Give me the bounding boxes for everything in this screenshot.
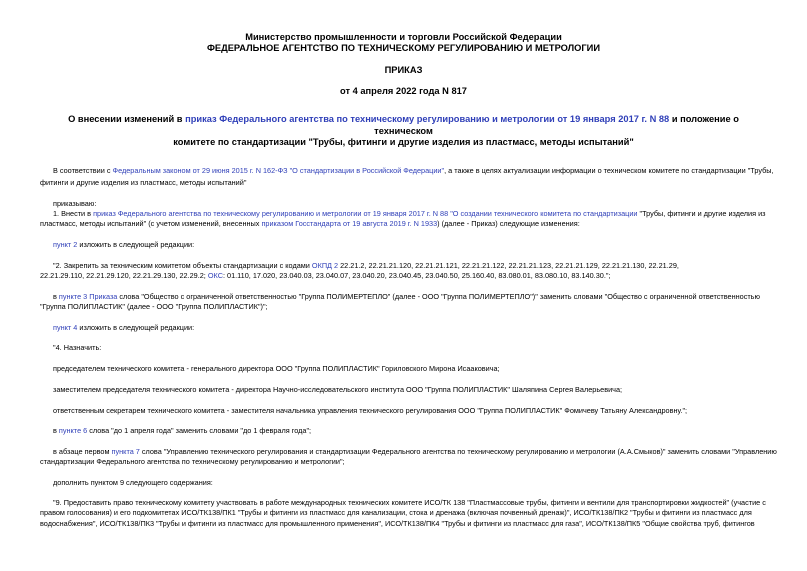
paragraph-order-word: приказываю: <box>53 199 97 208</box>
paragraph-text: ) (далее - Приказ) следующие изменения: <box>437 219 580 228</box>
paragraph-text: "2. Закрепить за техническим комитетом объекты стандартизации с кодами <box>53 261 312 270</box>
paragraph-text: 22.21.2, 22.21.21.120, 22.21.21.121, 22.21.21.122, 22.21.21.123, 22.21.21.129, 22.21.21.130, 22.21.29, <box>338 261 679 270</box>
paragraph-point-6 <box>53 426 807 436</box>
paragraph-text: В соответствии с <box>53 166 113 175</box>
title-text: комитете по стандартизации "Трубы, фитинги и другие изделия из пластмасс, методы испытаний" <box>173 137 634 147</box>
paragraph-text: изложить в следующей редакции: <box>77 240 195 249</box>
paragraph-text: слова "Общество с ограниченной ответственностью "Группа ПОЛИМЕРТЕПЛО" (далее - ООО "Группа ПОЛИМЕРТЕПЛО")" заменить словами "Общество с ограниченной ответственностью <box>117 292 760 301</box>
paragraph-point-7 <box>53 447 807 457</box>
paragraph-point-7-cont: стандартизации Федерального агентства по техническому регулированию и метрологии"; <box>40 457 345 466</box>
paragraph-point-4 <box>53 323 807 333</box>
paragraph-text: слова "Управлению технического регулирования и стандартизации Федерального агентства по техническому регулированию и метрологии (А.А.Смыков)" заменить словами "Управлению <box>139 447 777 456</box>
order-88-link[interactable]: приказ Федерального агентства по техническому регулированию и метрологии от 19 января 2017 г. N 88 "О создании технического комитета по стандартизации <box>93 209 638 218</box>
paragraph-text: изложить в следующей редакции: <box>77 323 195 332</box>
paragraph-point-3 <box>53 292 807 302</box>
paragraph-text: в <box>53 292 59 301</box>
point-4-link[interactable]: пункт 4 <box>53 323 78 332</box>
paragraph-text: в <box>53 426 59 435</box>
ministry-name: Министерство промышленности и торговли Российской Федерации <box>245 32 562 42</box>
paragraph-text: слова "до 1 апреля года" заменить словами "до 1 февраля года"; <box>87 426 312 435</box>
paragraph-add-point-9: дополнить пунктом 9 следующего содержания: <box>53 478 213 487</box>
paragraph-codes <box>53 261 807 271</box>
paragraph-point-9-cont: правом голосования) и его подкомитетах ИСО/ТК138/ПК1 "Трубы и фитинги из пластмасс для канализации, стока и дренажа (включая почвенный дренаж)", ИСО/ТК138/ПК2 "Трубы и фитинги из пластмасс для <box>40 508 752 517</box>
paragraph-appoint: "4. Назначить: <box>53 343 102 352</box>
paragraph-point-2 <box>53 240 807 250</box>
paragraph-text: : 01.110, 17.020, 23.040.03, 23.040.07, 23.040.20, 23.040.45, 23.040.50, 25.160.40, 83.080.01, 83.080.10, 83.140.30."; <box>222 271 611 280</box>
paragraph-codes-cont <box>40 271 807 281</box>
paragraph-preamble <box>53 166 807 176</box>
paragraph-item-1-cont <box>40 219 807 229</box>
point-2-link[interactable]: пункт 2 <box>53 240 78 249</box>
paragraph-preamble-cont: фитинги и другие изделия из пластмасс, методы испытаний" <box>40 178 247 187</box>
paragraph-text: 22.21.29.110, 22.21.29.120, 22.21.29.130, 22.29.2; <box>40 271 208 280</box>
paragraph-text: , а также в целях актуализации информации о техническом комитете по стандартизации "Трубы, <box>444 166 774 175</box>
paragraph-secretary: ответственным секретарем технического комитета - заместителя начальника управления технического регулирования ООО "Группа ПОЛИПЛАСТИК" Фомичеву Татьяну Александровну."; <box>53 406 688 415</box>
paragraph-chairman: председателем технического комитета - генерального директора ООО "Группа ПОЛИПЛАСТИК" Гориловского Мирона Исааковича; <box>53 364 500 373</box>
paragraph-point-3-cont: "Группа ПОЛИПЛАСТИК" (далее - ООО "Группа ПОЛИПЛАСТИК")"; <box>40 302 268 311</box>
federal-law-link[interactable]: Федеральным законом от 29 июня 2015 г. N 162-ФЗ "О стандартизации в Российской Федерации" <box>112 166 445 175</box>
paragraph-item-1 <box>53 209 807 219</box>
agency-name: ФЕДЕРАЛЬНОЕ АГЕНТСТВО ПО ТЕХНИЧЕСКОМУ РЕГУЛИРОВАНИЮ И МЕТРОЛОГИИ <box>206 43 601 53</box>
paragraph-point-9-cont: водоснабжения", ИСО/ТК138/ПК3 "Трубы и фитинги из пластмасс для промышленного применения", ИСО/ТК138/ПК4 "Трубы и фитинги из пластмасс для газа", ИСО/ТК138/ПК5 "Общие свойства труб, фитингов <box>40 519 755 528</box>
point-3-link[interactable]: пункте 3 Приказа <box>58 292 118 301</box>
order-1933-link[interactable]: приказом Госстандарта от 19 августа 2019 г. N 1933 <box>261 219 438 228</box>
paragraph-text: пластмасс, методы испытаний" (с учетом изменений, внесенных <box>40 219 262 228</box>
paragraph-text: в абзаце первом <box>53 447 112 456</box>
oks-link[interactable]: ОКС <box>207 271 223 280</box>
paragraph-text: "Трубы, фитинги и другие изделия из <box>637 209 766 218</box>
okpd2-link[interactable]: ОКПД 2 <box>311 261 339 270</box>
document-date: от 4 апреля 2022 года N 817 <box>340 86 467 96</box>
title-text: и положение о техническом <box>374 114 739 136</box>
title-text: О внесении изменений в <box>68 114 186 124</box>
paragraph-deputy: заместителем председателя технического комитета - директора Научно-исследовательского института ООО "Группа ПОЛИПЛАСТИК" Шаляпина Сергея Валерьевича; <box>53 385 623 394</box>
document-type: ПРИКАЗ <box>384 65 423 75</box>
document-title <box>40 114 767 149</box>
point-7-link[interactable]: пункта 7 <box>111 447 140 456</box>
paragraph-point-9: "9. Предоставить право техническому комитету участвовать в работе международных технических комитете ИСО/ТК 138 "Пластмассовые трубы, фитинги и вентили для транспортировки жидкостей" (участие с <box>53 498 766 507</box>
paragraph-text: 1. Внести в <box>53 209 94 218</box>
point-6-link[interactable]: пункте 6 <box>58 426 88 435</box>
title-order-link[interactable]: приказ Федерального агентства по техническому регулированию и метрологии от 19 января 2017 г. N 88 <box>185 114 670 124</box>
